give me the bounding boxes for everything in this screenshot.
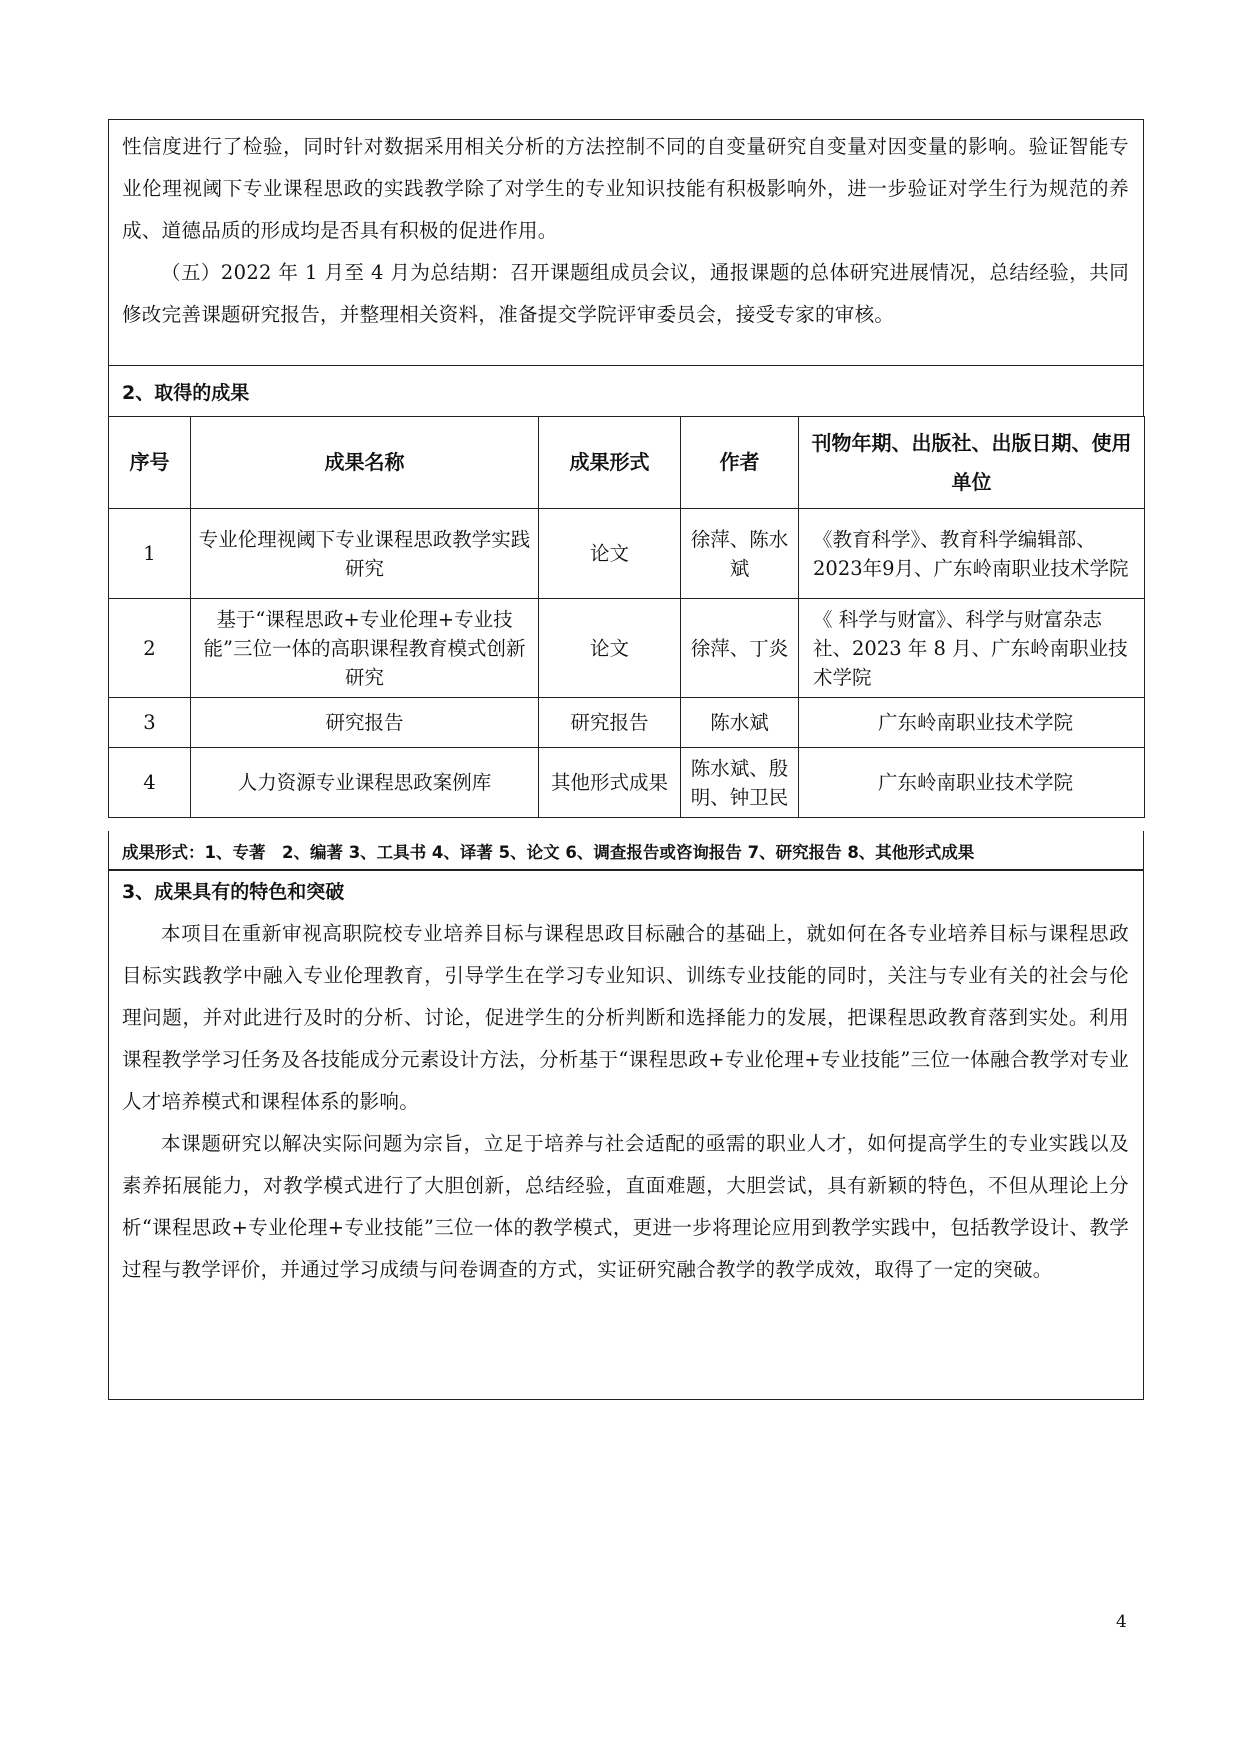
cell-name: 研究报告 [191, 698, 539, 748]
page-number: 4 [1116, 1612, 1127, 1632]
section-title-results: 2、取得的成果 [108, 365, 1144, 417]
cell-no: 3 [109, 698, 191, 748]
header-form: 成果形式 [539, 417, 681, 509]
paragraph-validation: 性信度进行了检验，同时针对数据采用相关分析的方法控制不同的自变量研究自变量对因变量的影响。验证智能专业伦理视阈下专业课程思政的实践教学除了对学生的专业知识技能有积极影响外，进一步验证对学生行为规范的养成、道德品质的形成均是否具有积极的促进作用。 [122, 135, 1129, 242]
cell-no: 4 [109, 748, 191, 818]
features-section-box [108, 869, 1144, 1400]
cell-name: 人力资源专业课程思政案例库 [191, 748, 539, 818]
table-header-row [109, 417, 1145, 509]
paragraph-breakthrough: 本课题研究以解决实际问题为宗旨，立足于培养与社会适配的亟需的职业人才，如何提高学生的专业实践以及素养拓展能力，对教学模式进行了大胆创新，总结经验，直面难题，大胆尝试，具有新颖的特色，不但从理论上分析“课程思政+专业伦理+专业技能”三位一体的教学模式，更进一步将理论应用到教学实践中，包括教学设计、教学过程与教学评价，并通过学习成绩与问卷调查的方式，实证研究融合教学的教学成效，取得了一定的突破。 [122, 1132, 1129, 1281]
cell-author: 徐萍、丁炎 [681, 599, 799, 698]
cell-no: 1 [109, 509, 191, 599]
cell-name: 专业伦理视阈下专业课程思政教学实践研究 [191, 509, 539, 599]
cell-no: 2 [109, 599, 191, 698]
cell-name: 基于“课程思政+专业伦理+专业技能”三位一体的高职课程教育模式创新研究 [191, 599, 539, 698]
table-row [109, 698, 1145, 748]
cell-author: 陈水斌 [681, 698, 799, 748]
header-publication: 刊物年期、出版社、出版日期、使用单位 [799, 417, 1145, 509]
table-row [109, 599, 1145, 698]
cell-publication: 《 科学与财富》、科学与财富杂志社、2023 年 8 月、广东岭南职业技术学院 [799, 599, 1145, 698]
cell-form: 研究报告 [539, 698, 681, 748]
paragraph-project-features: 本项目在重新审视高职院校专业培养目标与课程思政目标融合的基础上，就如何在各专业培养目标与课程思政目标实践教学中融入专业伦理教育，引导学生在学习专业知识、训练专业技能的同时，关注与专业有关的社会与伦理问题，并对此进行及时的分析、讨论，促进学生的分析判断和选择能力的发展，把课程思政教育落到实处。利用课程教学学习任务及各技能成分元素设计方法，分析基于“课程思政+专业伦理+专业技能”三位一体融合教学对专业人才培养模式和课程体系的影响。 [122, 922, 1129, 1113]
table-row [109, 748, 1145, 818]
cell-publication: 广东岭南职业技术学院 [799, 698, 1145, 748]
paragraph-summary-phase: （五）2022 年 1 月至 4 月为总结期：召开课题组成员会议，通报课题的总体研究进展情况，总结经验，共同修改完善课题研究报告，并整理相关资料，准备提交学院评审委员会，接受专家的审核。 [122, 261, 1129, 326]
cell-form: 论文 [539, 599, 681, 698]
result-form-legend: 成果形式：1、专著 2、编著 3、工具书 4、译著 5、论文 6、调查报告或咨询报告 7、研究报告 8、其他形式成果 [108, 831, 1144, 871]
cell-form: 论文 [539, 509, 681, 599]
header-author: 作者 [681, 417, 799, 509]
research-process-box [108, 119, 1144, 366]
header-name: 成果名称 [191, 417, 539, 509]
cell-publication: 《教育科学》、教育科学编辑部、2023年9月、广东岭南职业技术学院 [799, 509, 1145, 599]
table-row [109, 509, 1145, 599]
cell-author: 陈水斌、殷明、钟卫民 [681, 748, 799, 818]
cell-author: 徐萍、陈水斌 [681, 509, 799, 599]
header-no: 序号 [109, 417, 191, 509]
cell-form: 其他形式成果 [539, 748, 681, 818]
cell-publication: 广东岭南职业技术学院 [799, 748, 1145, 818]
section-title-features: 3、成果具有的特色和突破 [122, 881, 345, 903]
results-table [108, 416, 1145, 818]
